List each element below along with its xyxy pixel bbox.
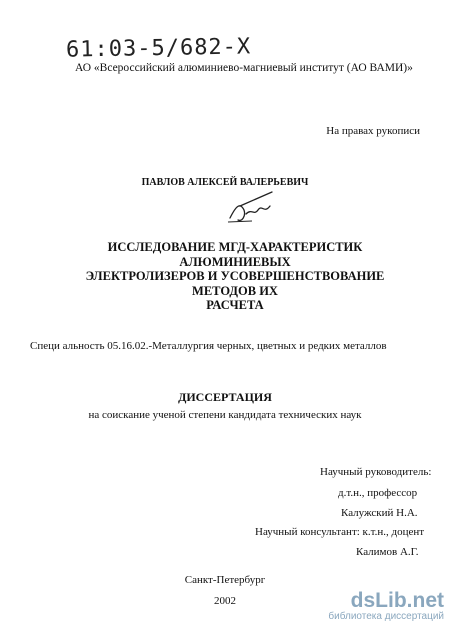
institute-name: АО «Всероссийский алюминиево-магниевый институт (АО ВАМИ)»: [75, 62, 413, 74]
supervisor-label: Научный руководитель:: [320, 466, 432, 478]
consultant-name: Калимов А.Г.: [356, 546, 419, 558]
dissertation-title: [70, 240, 400, 313]
title-line: ЭЛЕКТРОЛИЗЕРОВ И УСОВЕРШЕНСТВОВАНИЕ МЕТОДОВ ИХ: [85, 269, 385, 298]
watermark-logo: dsLib.net: [350, 589, 444, 612]
dslib-watermark: [328, 590, 444, 623]
author-name: ПАВЛОВ АЛЕКСЕЙ ВАЛЕРЬЕВИЧ: [141, 177, 309, 188]
handwritten-number: 61:03-5/682-X: [65, 34, 252, 63]
title-line: ИССЛЕДОВАНИЕ МГД-ХАРАКТЕРИСТИК АЛЮМИНИЕВЫХ: [107, 240, 363, 269]
supervisor-degree: д.т.н., профессор: [338, 487, 418, 499]
consultant-label: Научный консультант: к.т.н., доцент: [255, 526, 425, 538]
signature-icon: [222, 188, 282, 228]
degree-purpose: на соискание ученой степени кандидата технических наук: [88, 409, 362, 421]
specialty-line: Специ альность 05.16.02.-Металлургия черных, цветных и редких металлов: [30, 340, 387, 352]
rights-note: На правах рукописи: [326, 125, 420, 137]
supervisor-name: Калужский Н.А.: [341, 507, 418, 519]
city: Санкт-Петербург: [184, 574, 266, 586]
year: 2002: [214, 595, 236, 607]
document-type: ДИССЕРТАЦИЯ: [178, 390, 272, 404]
title-line: РАСЧЕТА: [206, 298, 264, 312]
watermark-caption: библиотека диссертаций: [328, 611, 444, 622]
